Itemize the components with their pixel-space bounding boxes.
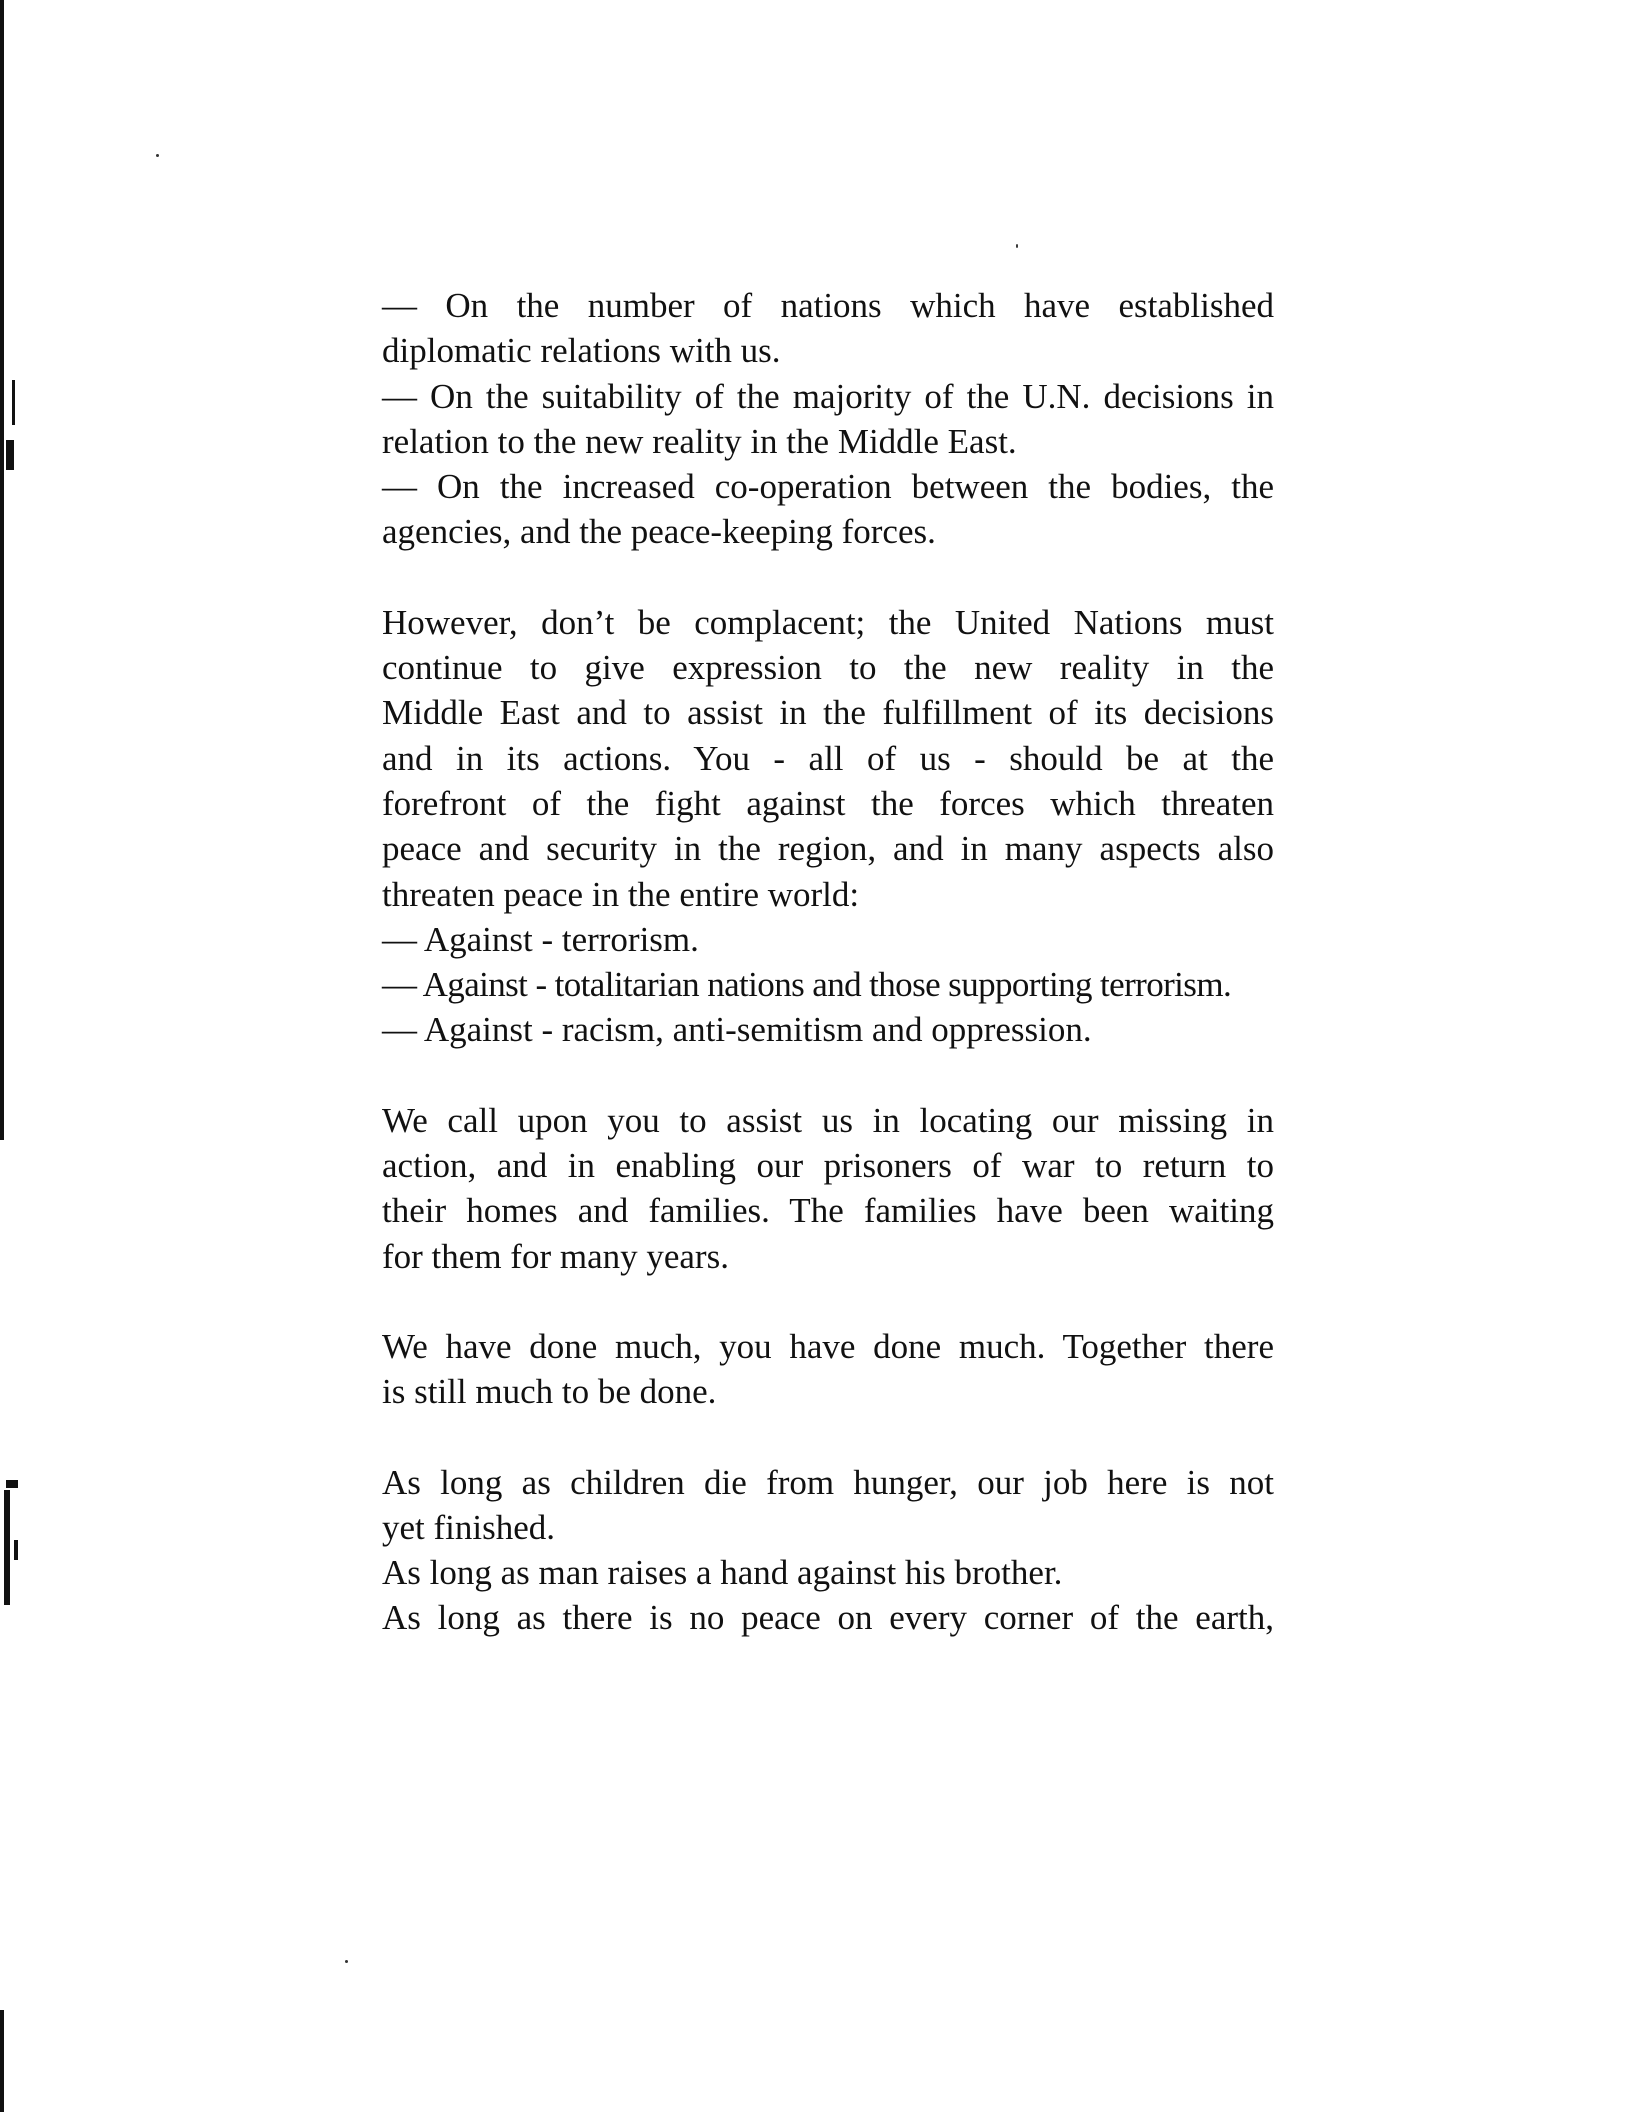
scan-speck — [156, 154, 159, 157]
scan-edge-mark — [6, 1480, 18, 1488]
paragraph-gap — [382, 1279, 1274, 1324]
text-line: is still much to be done. — [382, 1372, 717, 1412]
text-line: — Against - racism, anti-semitism and oppression. — [382, 1010, 1092, 1050]
text-line: — On the suitability of the majority of the U.N. decisions in — [382, 376, 1274, 416]
scan-speck — [1016, 244, 1018, 248]
text-line: As long as children die from hunger, our job here is not — [382, 1462, 1274, 1502]
scan-speck — [345, 1960, 348, 1963]
text-line: — On the increased co-operation between the bodies, the — [382, 467, 1274, 507]
scan-edge-mark — [0, 0, 4, 1140]
text-line: As long as man raises a hand against his brother. — [382, 1553, 1063, 1593]
scan-edge-mark — [12, 380, 15, 425]
text-line: threaten peace in the entire world: — [382, 874, 860, 914]
text-line: forefront of the fight against the forces which threaten — [382, 783, 1274, 823]
text-line: We have done much, you have done much. Together there — [382, 1326, 1274, 1366]
text-line: relation to the new reality in the Middle East. — [382, 421, 1017, 461]
text-line: and in its actions. You - all of us - should be at the — [382, 738, 1274, 778]
text-line: — On the number of nations which have established — [382, 286, 1274, 325]
text-line: As long as there is no peace on every corner of the earth, — [382, 1598, 1274, 1638]
text-line: agencies, and the peace-keeping forces. — [382, 512, 936, 552]
text-line: We call upon you to assist us in locating our missing in — [382, 1100, 1274, 1140]
scan-edge-mark — [14, 1540, 18, 1560]
text-line: for them for many years. — [382, 1236, 729, 1276]
text-line: — Against - totalitarian nations and those supporting terrorism. — [382, 965, 1232, 1005]
scan-edge-mark — [0, 2010, 4, 2112]
scan-edge-mark — [4, 1490, 10, 1605]
scan-edge-mark — [6, 440, 14, 470]
text-line: their homes and families. The families have been waiting — [382, 1191, 1274, 1231]
text-line: — Against - terrorism. — [382, 919, 699, 959]
text-line: diplomatic relations with us. — [382, 331, 781, 371]
text-line: yet finished. — [382, 1507, 556, 1547]
text-line: However, don’t be complacent; the United Nations must — [382, 602, 1274, 642]
paragraph-gap — [382, 1415, 1274, 1460]
paragraph-gap — [382, 555, 1274, 600]
text-line: Middle East and to assist in the fulfillment of its decisions — [382, 693, 1274, 733]
text-line: peace and security in the region, and in many aspects also — [382, 829, 1274, 869]
text-line: action, and in enabling our prisoners of war to return to — [382, 1146, 1274, 1186]
text-line: continue to give expression to the new reality in the — [382, 648, 1274, 688]
paragraph-gap — [382, 1053, 1274, 1098]
body-text — [382, 283, 1274, 1641]
